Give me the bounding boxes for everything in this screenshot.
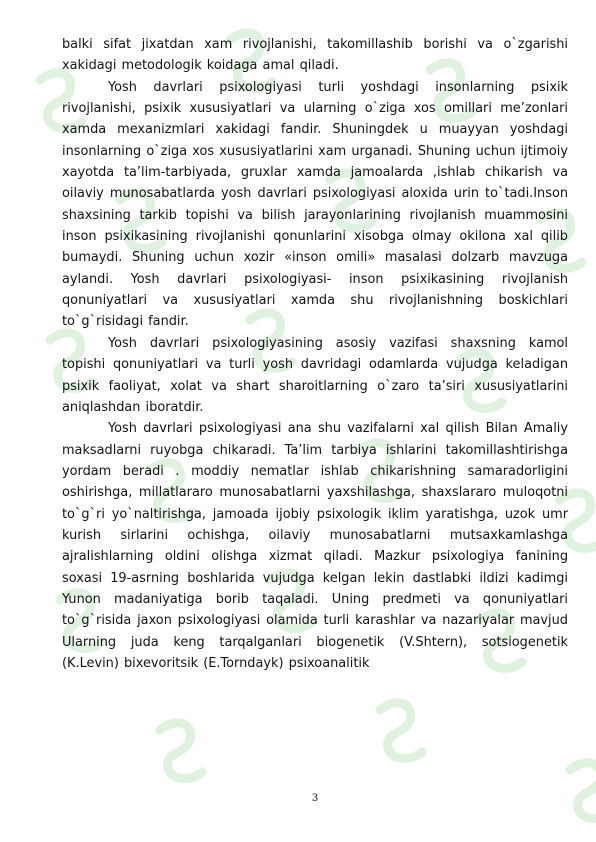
- watermark-mark-17: [570, 763, 596, 819]
- paragraph-main-task: Yosh davrlari psixologiyasining asosiy vazifasi shaxsning kamol topishi qonuniyatlari va turli yosh davridagi odamlarda vujudga keladigan psixik faoliyat, xolat va shart sharoitlarning o`zaro ta’siri xususiyatlarini aniqlashdan iboratdir.: [62, 335, 568, 415]
- page-number: 3: [311, 793, 319, 804]
- document-body: [62, 34, 568, 674]
- paragraph-yosh-davrlari-definition: Yosh davrlari psixologiyasi turli yoshdagi insonlarning psixik rivojlanishi, psixik xususiyatlari va ularning o`ziga xos omillari me’zonlari xamda mexanizmlari xakidagi fandir. Shuningdek u muayyan yoshdagi insonlarning o`ziga xos xususiyatlarini xam urganadi. Shuning uchun ijtimoiy xayotda ta’lim-tarbiyada, gruxlar xamda jamoalarda ,ishlab chikarish va oilaviy munosabatlarda yosh davrlari psixologiyasi aloxida urin to`tadi.Inson shaxsining tarkib topishi va bilish jarayonlarining rivojlanish muammosini inson psixikasining rivojlanishi qonunlarini xisobga olmay okilona xal qilib bumaydi. Shuning uchun xozir «inson omili» masalasi dolzarb mavzuga aylandi. Yosh davrlari psixologiyasi- inson psixikasining rivojlanish qonuniyatlari va xususiyatlari xamda shu rivojlanishning boskichlari to`g`risidagi fandir.: [62, 79, 568, 330]
- paragraph-practical-goals: Yosh davrlari psixologiyasi ana shu vazifalarni xal qilish Bilan Amaliy maksadlarni ruyobga chikaradi. Ta’lim tarbiya ishlarini takomillashtirishga yordam beradi . moddiy nematlar ishlab chikarishning samaradorligini oshirishga, millatlararo munosabatlarni yaxshilashga, shaxslararo muloqotni to`g`ri yo`naltirishga, jamoada ijobiy psixologik iklim yaratishga, uzok umr kurish sirlarini ochishga, oilaviy munosabatlarni mutsaxkamlashga ajralishlarning oldini olishga xizmat qiladi. Mazkur psixologiya fanining soxasi 19-asrning boshlarida vujudga kelgan lekin dastlabki ildizi kadimgi Yunon madaniyatiga borib taqaladi. Uning predmeti va qonuniyatlari to`g`risida jaxon psixologiyasi olamida turli karashlar va nazariyalar mavjud Ularning juda keng tarqalganlari biogenetik (V.Shtern), sotsiogenetik (K.Levin) bixevoritsik (E.Torndayk) psixoanalitik: [62, 421, 568, 671]
- watermark-mark-16: [380, 703, 422, 759]
- paragraph-continuation: balki sifat jixatdan xam rivojlanishi, takomillashib borishi va o`zgarishi xakidagi metodologik koidaga amal qiladi.: [62, 37, 568, 74]
- watermark-mark-15: [160, 723, 202, 779]
